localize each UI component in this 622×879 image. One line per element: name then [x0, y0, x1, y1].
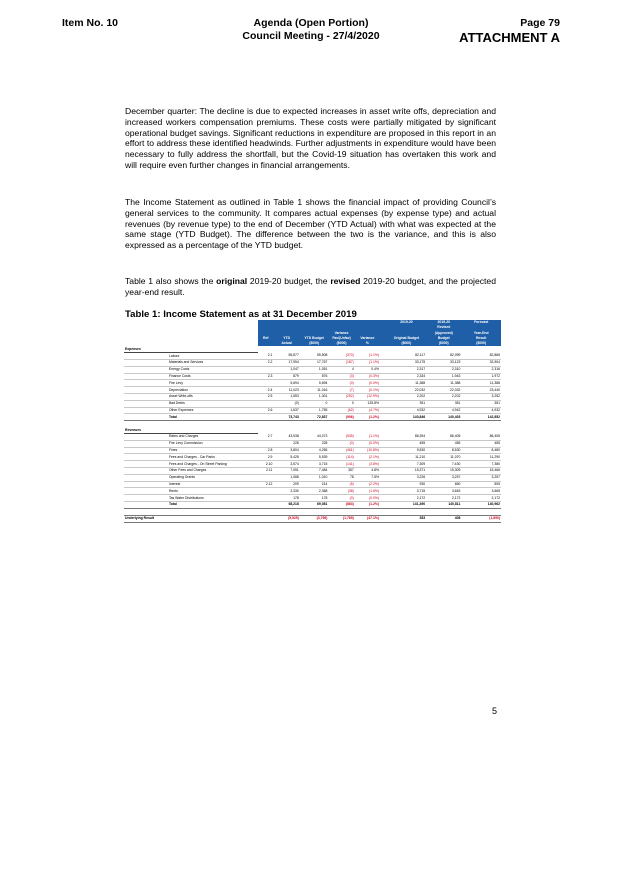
expense-ref: 2.5: [258, 394, 273, 401]
revenue-orig: 7,309: [387, 461, 427, 468]
head-rev-year: 2019-20: [426, 320, 461, 325]
expense-actual: (0): [273, 400, 299, 407]
expense-fc: 1,972: [461, 373, 501, 380]
section-expenses: Expenses: [124, 346, 258, 352]
expense-varp: (0.0%): [355, 380, 380, 387]
expense-row: [124, 353, 501, 360]
revenue-ref: [258, 474, 273, 481]
revenue-label: Fines: [168, 447, 258, 454]
expense-label: Asset Write-offs: [168, 394, 258, 401]
revenue-fc: 505: [461, 481, 501, 488]
revenue-label: Rents: [168, 488, 258, 495]
head-budget: Budget: [426, 336, 461, 341]
expense-actual: 1,637: [273, 407, 299, 414]
revenue-varp: (10.8%): [355, 447, 380, 454]
revenue-total-budget: 69,081: [300, 502, 329, 509]
revenue-rev: 650: [426, 481, 461, 488]
revenue-label: Fees and Charges - Car Parks: [168, 454, 258, 461]
head-var-unit: ($000): [328, 341, 354, 346]
expense-row: [124, 380, 501, 387]
expense-var: (7): [328, 387, 354, 394]
revenue-orig: 930: [387, 481, 427, 488]
expense-ref: [258, 380, 273, 387]
head-ytd-budget-unit: ($000): [300, 341, 329, 346]
expense-ref: 2.4: [258, 387, 273, 394]
revenue-fc: 86,405: [461, 434, 501, 441]
revenue-var: (114): [328, 454, 354, 461]
expense-budget: 11,016: [300, 387, 329, 394]
head-actual: Actual: [273, 341, 299, 346]
revenue-row: [124, 440, 501, 447]
expense-rev: 22,032: [426, 387, 461, 394]
revenue-row: [124, 454, 501, 461]
expense-label: Depreciation: [168, 387, 258, 394]
paragraph-budget-note: [125, 276, 496, 298]
revenue-ref: 2.9: [258, 454, 273, 461]
revenue-ref: 2.11: [258, 468, 273, 475]
underlying-variance-pct: (47.1%): [355, 515, 380, 522]
revenue-fc: 7,380: [461, 461, 501, 468]
revenue-fc: 2,172: [461, 495, 501, 502]
revenue-fc: 455: [461, 440, 501, 447]
expense-label: Materials and Services: [168, 360, 258, 367]
expense-fc: 11,388: [461, 380, 501, 387]
revenue-varp: (2.1%): [355, 454, 380, 461]
revenue-rev: 3,663: [426, 488, 461, 495]
revenue-total-fc: 140,962: [461, 502, 501, 509]
expense-row: [124, 407, 501, 414]
revenue-total-orig: 141,490: [387, 502, 427, 509]
revenue-total-row: [124, 502, 501, 509]
revenue-label: Other Fees and Charges: [168, 468, 258, 475]
expense-budget: 55,508: [300, 353, 329, 360]
expense-actual: 55,877: [273, 353, 299, 360]
revenue-total-rev: 140,811: [426, 502, 461, 509]
revenue-rev: 7,430: [426, 461, 461, 468]
revenue-fc: 3,665: [461, 488, 501, 495]
page-number: 5: [492, 706, 498, 716]
head-ref: Ref: [258, 336, 273, 341]
revenue-orig: 455: [387, 440, 427, 447]
head-orig-year: 2019-20: [387, 320, 427, 325]
revenue-actual: 3,574: [273, 461, 299, 468]
expense-actual: 17,954: [273, 360, 299, 367]
head-result: Result: [461, 336, 501, 341]
revenue-varp: (1.1%): [355, 434, 380, 441]
section-revenues: Revenues: [124, 427, 258, 433]
expense-row: [124, 387, 501, 394]
head-revised: Revised: [426, 325, 461, 330]
revenue-rev: 455: [426, 440, 461, 447]
revenue-actual: 2,330: [273, 488, 299, 495]
expense-label: Other Expenses: [168, 407, 258, 414]
revenue-orig: 15,371: [387, 468, 427, 475]
revenue-row: [124, 488, 501, 495]
expense-ref: 2.2: [258, 360, 273, 367]
revenue-budget: 4,265: [300, 447, 329, 454]
p3-text-a: Table 1 also shows the: [125, 276, 217, 286]
expense-var: 0: [328, 400, 354, 407]
revenue-row: [124, 481, 501, 488]
head-ytd: YTD: [273, 336, 299, 341]
expense-rev: 33,123: [426, 360, 461, 367]
expense-orig: 11,388: [387, 380, 427, 387]
underlying-section: [124, 508, 501, 522]
head-pct-unit: %: [355, 341, 380, 346]
agenda-title: Agenda (Open Portion): [253, 17, 369, 29]
expense-budget: 1,301: [300, 394, 329, 401]
expense-varp: (1.1%): [355, 353, 380, 360]
expense-label: Energy Costs: [168, 366, 258, 373]
expense-label: Finance Costs: [168, 373, 258, 380]
expense-var: (187): [328, 360, 354, 367]
revenue-varp: (2.2%): [355, 481, 380, 488]
revenue-orig: 86,394: [387, 434, 427, 441]
expense-var: (252): [328, 394, 354, 401]
revenue-fc: 3,257: [461, 474, 501, 481]
revenue-label: Fees and Charges - On Street Parking: [168, 461, 258, 468]
underlying-variance: (1,769): [328, 515, 354, 522]
revenue-budget: 1,010: [300, 474, 329, 481]
head-variance-pct: Variance: [355, 336, 380, 341]
revenue-budget: 2,368: [300, 488, 329, 495]
expense-var: (0): [328, 380, 354, 387]
revenue-total-actual: 68,218: [273, 502, 299, 509]
expense-ref: [258, 400, 273, 407]
expenses-section: [124, 346, 501, 420]
underlying-revised: 408: [426, 515, 461, 522]
head-forecast: Forecast: [461, 320, 501, 325]
revenue-ref: [258, 440, 273, 447]
expense-orig: 4,932: [387, 407, 427, 414]
revenue-rev: 15,309: [426, 468, 461, 475]
head-rev-unit: ($000): [426, 341, 461, 346]
revenue-label: Rates and Charges: [168, 434, 258, 441]
revenue-total-var: (863): [328, 502, 354, 509]
table-title: Table 1: Income Statement as at 31 December 2019: [125, 309, 357, 320]
expense-rev: 1,943: [426, 373, 461, 380]
expense-rev: 2,310: [426, 366, 461, 373]
revenue-actual: 43,538: [273, 434, 299, 441]
revenue-rev: 2,172: [426, 495, 461, 502]
expense-total-fc: 142,852: [461, 414, 501, 421]
expense-budget: 1,755: [300, 407, 329, 414]
expense-rev: 4,942: [426, 407, 461, 414]
expense-actual: 879: [273, 373, 299, 380]
head-orig-unit: ($000): [387, 341, 427, 346]
underlying-actual: (5,525): [273, 515, 299, 522]
revenue-actual: 228: [273, 440, 299, 447]
expense-actual: 1,047: [273, 366, 299, 373]
expense-budget: 1,051: [300, 366, 329, 373]
revenue-total-varp: (1.2%): [355, 502, 380, 509]
expense-budget: 876: [300, 373, 329, 380]
revenue-rev: 8,530: [426, 447, 461, 454]
expense-fc: 2,316: [461, 366, 501, 373]
expense-ref: [258, 366, 273, 373]
p3-original: original: [216, 276, 248, 286]
expense-total-varp: (1.2%): [355, 414, 380, 421]
revenue-ref: 2.8: [258, 447, 273, 454]
revenue-rev: 3,257: [426, 474, 461, 481]
attachment-label: ATTACHMENT A: [459, 30, 560, 45]
revenue-var: (141): [328, 461, 354, 468]
expense-fc: 4,932: [461, 407, 501, 414]
expense-fc: 351: [461, 400, 501, 407]
expense-total-label: Total: [168, 414, 258, 421]
expense-rev: 351: [426, 400, 461, 407]
revenue-budget: 178: [300, 495, 329, 502]
revenue-fc: 8,480: [461, 447, 501, 454]
revenue-row: [124, 434, 501, 441]
expense-var: (62): [328, 407, 354, 414]
expense-varp: 0.4%: [355, 366, 380, 373]
expense-varp: (4.7%): [355, 407, 380, 414]
expense-ref: 2.6: [258, 407, 273, 414]
revenue-var: (0): [328, 440, 354, 447]
income-statement-table: [124, 320, 501, 523]
page-label: Page 79: [520, 17, 560, 29]
revenue-actual: 3,804: [273, 447, 299, 454]
expense-rev: 11,388: [426, 380, 461, 387]
expense-budget: 17,767: [300, 360, 329, 367]
revenue-actual: 209: [273, 481, 299, 488]
expense-varp: (0.1%): [355, 387, 380, 394]
head-variance-top: Variance: [328, 331, 354, 336]
revenue-fc: 11,290: [461, 454, 501, 461]
expense-ref: 2.1: [258, 353, 273, 360]
underlying-budget: (3,756): [300, 515, 329, 522]
revenue-var: (5): [328, 481, 354, 488]
revenue-var: 78: [328, 474, 354, 481]
revenue-row: [124, 447, 501, 454]
revenue-budget: 44,073: [300, 434, 329, 441]
revenue-varp: (1.6%): [355, 488, 380, 495]
expense-budget: 0: [300, 400, 329, 407]
revenue-varp: (0.0%): [355, 440, 380, 447]
p3-text-c: 2019-20 budget, the: [247, 276, 331, 286]
expense-rev: 82,099: [426, 353, 461, 360]
revenue-orig: 3,226: [387, 474, 427, 481]
revenue-row: [124, 474, 501, 481]
expense-orig: 33,175: [387, 360, 427, 367]
revenue-var: (535): [328, 434, 354, 441]
expense-row: [124, 360, 501, 367]
expense-orig: 351: [387, 400, 427, 407]
revenue-ref: 2.12: [258, 481, 273, 488]
underlying-result-row: [124, 515, 501, 522]
revenue-budget: 5,539: [300, 454, 329, 461]
expense-fc: 23,440: [461, 387, 501, 394]
revenue-ref: [258, 495, 273, 502]
expense-fc: 32,504: [461, 360, 501, 367]
expense-ref: 2.3: [258, 373, 273, 380]
expense-var: 4: [328, 366, 354, 373]
head-fc-unit: ($000): [461, 341, 501, 346]
expense-actual: 11,023: [273, 387, 299, 394]
underlying-forecast: (1,890): [461, 515, 501, 522]
expense-total-orig: 140,846: [387, 414, 427, 421]
revenue-var: (38): [328, 488, 354, 495]
expense-row: [124, 366, 501, 373]
head-ytd-budget: YTD Budget: [300, 336, 329, 341]
revenue-var: 357: [328, 468, 354, 475]
expense-orig: 82,117: [387, 353, 427, 360]
revenue-ref: [258, 488, 273, 495]
expense-label: Fire Levy: [168, 380, 258, 387]
meeting-date: Council Meeting - 27/4/2020: [242, 30, 380, 42]
expense-orig: 2,202: [387, 394, 427, 401]
revenue-ref: 2.7: [258, 434, 273, 441]
expense-orig: 2,317: [387, 366, 427, 373]
expense-actual: 5,694: [273, 380, 299, 387]
expense-orig: 22,032: [387, 387, 427, 394]
revenue-orig: 9,530: [387, 447, 427, 454]
expense-total-actual: 73,743: [273, 414, 299, 421]
underlying-original: 353: [387, 515, 427, 522]
expense-row: [124, 394, 501, 401]
revenue-varp: 7.5%: [355, 474, 380, 481]
expense-varp: (12.9%): [355, 394, 380, 401]
revenue-total-label: Total: [168, 502, 258, 509]
revenue-rev: 86,405: [426, 434, 461, 441]
revenue-orig: 11,210: [387, 454, 427, 461]
expense-total-var: (906): [328, 414, 354, 421]
expense-budget: 5,694: [300, 380, 329, 387]
expense-fc: 82,865: [461, 353, 501, 360]
paragraph-december-quarter: December quarter: The decline is due to expected increases in asset write offs, depreciation and increased workers compensation premiums. These costs were partially mitigated by significant operational budget savings. Significant reductions in expenditure are proposed in this report in an effort to address these identified headwinds. Further adjustments in expenditure would have been necessary to fully address the shortfall, but the Covid-19 situation has overtaken this work and will require even further changes in financial arrangements.: [125, 106, 496, 170]
revenues-section: [124, 421, 501, 509]
p3-text-e: 2019-20 budget, and the projected year-end result.: [125, 276, 496, 297]
revenue-label: Operating Grants: [168, 474, 258, 481]
revenue-row: [124, 495, 501, 502]
revenue-actual: 7,051: [273, 468, 299, 475]
revenue-actual: 178: [273, 495, 299, 502]
expense-label: Labour: [168, 353, 258, 360]
expense-actual: 1,553: [273, 394, 299, 401]
expense-var: (3): [328, 373, 354, 380]
revenue-ref: 2.10: [258, 461, 273, 468]
revenue-budget: 228: [300, 440, 329, 447]
revenue-orig: 3,715: [387, 488, 427, 495]
item-number: Item No. 10: [62, 17, 119, 29]
revenue-varp: 4.8%: [355, 468, 380, 475]
revenue-varp: (0.0%): [355, 495, 380, 502]
revenue-rev: 11,070: [426, 454, 461, 461]
expense-varp: (1.1%): [355, 360, 380, 367]
expense-row: [124, 373, 501, 380]
revenue-var: (0): [328, 495, 354, 502]
revenue-fc: 15,466: [461, 468, 501, 475]
revenue-row: [124, 468, 501, 475]
revenue-label: Interest: [168, 481, 258, 488]
revenue-label: Tas Water Distributions: [168, 495, 258, 502]
head-original-budget: Original Budget: [387, 336, 427, 341]
underlying-label: Underlying Result: [124, 515, 258, 522]
expense-rev: 2,202: [426, 394, 461, 401]
table-header: [124, 320, 501, 346]
head-year-end: Year-End: [461, 331, 501, 336]
expense-varp: 125.8%: [355, 400, 380, 407]
expense-var: (370): [328, 353, 354, 360]
revenue-budget: 3,715: [300, 461, 329, 468]
revenue-row: [124, 461, 501, 468]
expense-varp: (0.3%): [355, 373, 380, 380]
head-fav-unfav: Fav/(Unfav): [328, 336, 354, 341]
revenue-varp: (3.8%): [355, 461, 380, 468]
head-approved: (Approved): [426, 331, 461, 336]
revenue-orig: 2,172: [387, 495, 427, 502]
revenue-actual: 1,088: [273, 474, 299, 481]
revenue-label: Fire Levy Commission: [168, 440, 258, 447]
expense-fc: 3,252: [461, 394, 501, 401]
revenue-budget: 214: [300, 481, 329, 488]
revenue-var: (461): [328, 447, 354, 454]
expense-label: Bad Debts: [168, 400, 258, 407]
expense-total-budget: 72,837: [300, 414, 329, 421]
revenue-actual: 5,425: [273, 454, 299, 461]
expense-orig: 2,334: [387, 373, 427, 380]
paragraph-income-statement: The Income Statement as outlined in Table 1 shows the financial impact of providing Council’s general services to the community. It compares actual expenses (by expense type) and actual revenues (by revenue type) to the end of December (YTD Actual) with what was expected at the same stage (YTD Budget). The difference between the two is the variance, and this is also expressed as a percentage of the YTD budget.: [125, 197, 496, 251]
expense-total-row: [124, 414, 501, 421]
expense-total-rev: 140,403: [426, 414, 461, 421]
revenue-budget: 7,484: [300, 468, 329, 475]
expense-row: [124, 400, 501, 407]
p3-revised: revised: [330, 276, 361, 286]
